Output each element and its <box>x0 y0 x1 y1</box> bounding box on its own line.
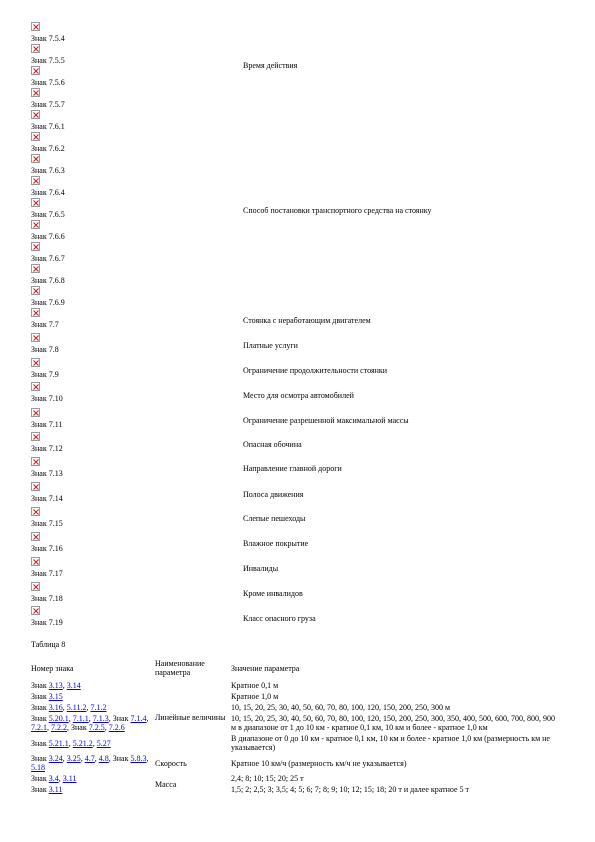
sign-label: Знак 7.8 <box>31 345 59 354</box>
sign-link[interactable]: 3.11 <box>62 774 77 783</box>
desc-time: Время действия <box>243 61 298 70</box>
sign-link[interactable]: 3.4 <box>48 774 59 783</box>
desc-blind: Слепые пешеходы <box>243 514 306 523</box>
broken-image-icon <box>31 22 40 31</box>
broken-image-icon <box>31 154 40 163</box>
sign-link[interactable]: 7.2.1 <box>31 723 47 732</box>
broken-image-icon <box>31 482 40 491</box>
sign-label: Знак 7.5.5 <box>31 56 65 65</box>
table-caption: Таблица 8 <box>31 640 66 649</box>
desc-inspection: Место для осмотра автомобилей <box>243 391 354 400</box>
cell-sign: Знак 5.20.1, 7.1.1, 7.1.3, Знак 7.1.4, 7.2.1, 7.2.2, Знак 7.2.5, 7.2.6 <box>31 714 149 732</box>
cell-sign: Знак 5.21.1, 5.21.2, 5.27 <box>31 738 111 748</box>
table-row <box>29 691 559 702</box>
header-parameter-value: Значение параметра <box>231 663 300 673</box>
sign-label: Знак 7.6.1 <box>31 122 65 131</box>
broken-image-icon <box>31 333 40 342</box>
sign-label: Знак 7.6.9 <box>31 298 65 307</box>
sign-label: Знак 7.11 <box>31 420 63 429</box>
desc-paid: Платные услуги <box>243 341 298 350</box>
cell-sign: Знак 3.11 <box>31 785 63 794</box>
desc-parking-method: Способ постановки транспортного средства на стоянку <box>243 206 432 215</box>
sign-link[interactable]: 7.1.2 <box>90 703 107 712</box>
sign-label: Знак 7.6.7 <box>31 254 65 263</box>
cell-value: 10, 15, 20, 25, 30, 40, 50, 60, 70, 80, 100, 120, 150, 200, 250, 300 м <box>231 703 451 712</box>
cell-group-speed: Скорость <box>155 758 187 768</box>
desc-except-disabled: Кроме инвалидов <box>243 589 303 598</box>
sign-link[interactable]: 5.8.3 <box>130 754 147 763</box>
sign-label: Знак 7.6.4 <box>31 188 65 197</box>
desc-shoulder: Опасная обочина <box>243 440 302 449</box>
cell-value: 10, 15, 20, 25, 30, 40, 50, 60, 70, 80, 100, 120, 150, 200, 250, 300, 350, 400, 500, 600, 700, 800, 900 м в диапазоне от 1 до 10 км - кратное 0,1 км, 10 км и более - кратное 1,0 км <box>231 714 555 732</box>
sign-link[interactable]: 7.1.1 <box>72 714 89 723</box>
sign-link[interactable]: 5.21.1 <box>48 738 69 748</box>
sign-label: Знак 7.5.4 <box>31 34 65 43</box>
sign-link[interactable]: 4.8 <box>98 754 109 763</box>
sign-link[interactable]: 3.16 <box>48 703 63 712</box>
cell-value: Кратное 0,1 м <box>231 681 279 690</box>
desc-main-road: Направление главной дороги <box>243 464 342 473</box>
cell-value: Кратное 10 км/ч (размерность км/ч не указывается) <box>231 758 407 768</box>
table-row <box>29 773 559 784</box>
sign-link[interactable]: 7.2.5 <box>88 723 105 732</box>
sign-label: Знак 7.6.2 <box>31 144 65 153</box>
sign-link[interactable]: 7.2.6 <box>108 723 125 732</box>
broken-image-icon <box>31 358 40 367</box>
sign-link[interactable]: 5.20.1 <box>48 714 69 723</box>
sign-label: Знак 7.5.6 <box>31 78 65 87</box>
cell-sign: Знак 3.4, 3.11 <box>31 774 77 783</box>
cell-value: 2,4; 8; 10; 15; 20; 25 т <box>231 774 304 783</box>
broken-image-icon <box>31 532 40 541</box>
broken-image-icon <box>31 582 40 591</box>
header-sign-number: Номер знака <box>31 663 74 673</box>
broken-image-icon <box>31 606 40 615</box>
broken-image-icon <box>31 88 40 97</box>
sign-label: Знак 7.9 <box>31 370 59 379</box>
broken-image-icon <box>31 382 40 391</box>
cell-sign: Знак 3.24, 3.25, 4.7, 4.8, Знак 5.8.3, 5.18 <box>31 754 149 772</box>
sign-label: Знак 7.5.7 <box>31 100 65 109</box>
desc-duration-limit: Ограничение продолжительности стоянки <box>243 366 388 375</box>
desc-lane: Полоса движения <box>243 490 304 499</box>
cell-group-linear: Линейные величины <box>155 713 226 722</box>
sign-label: Знак 7.10 <box>31 394 63 403</box>
sign-label: Знак 7.6.8 <box>31 276 65 285</box>
sign-link[interactable]: 3.25 <box>66 754 81 763</box>
cell-sign: Знак 3.15 <box>31 692 63 701</box>
sign-link[interactable]: 5.21.2 <box>72 738 93 748</box>
table-row <box>29 680 559 691</box>
broken-image-icon <box>31 132 40 141</box>
sign-link[interactable]: 4.7 <box>84 754 95 763</box>
cell-value: 1,5; 2; 2,5; 3; 3,5; 4; 5; 6; 7; 8; 9; 10; 12; 15; 18; 20 т и далее кратное 5 т <box>231 785 470 794</box>
sign-label: Знак 7.6.6 <box>31 232 65 241</box>
sign-link[interactable]: 7.1.3 <box>92 714 109 723</box>
broken-image-icon <box>31 198 40 207</box>
header-parameter-name: Наименование параметра <box>155 659 205 677</box>
sign-link[interactable]: 3.11 <box>48 785 63 794</box>
desc-wet: Влажное покрытие <box>243 539 309 548</box>
table-row <box>29 713 559 733</box>
sign-label: Знак 7.6.3 <box>31 166 65 175</box>
broken-image-icon <box>31 457 40 466</box>
broken-image-icon <box>31 432 40 441</box>
sign-label: Знак 7.16 <box>31 544 63 553</box>
sign-link[interactable]: 5.27 <box>96 738 111 748</box>
broken-image-icon <box>31 176 40 185</box>
desc-mass-limit: Ограничение разрешенной максимальной массы <box>243 416 409 425</box>
cell-value: Кратное 1,0 м <box>231 692 279 701</box>
sign-link[interactable]: 3.13 <box>48 681 63 690</box>
sign-link[interactable]: 3.15 <box>48 692 63 701</box>
broken-image-icon <box>31 557 40 566</box>
broken-image-icon <box>31 44 40 53</box>
desc-engine-off: Стоянка с неработающим двигателем <box>243 316 371 325</box>
broken-image-icon <box>31 110 40 119</box>
broken-image-icon <box>31 408 40 417</box>
sign-label: Знак 7.6.5 <box>31 210 65 219</box>
broken-image-icon <box>31 220 40 229</box>
desc-dangerous-goods: Класс опасного груза <box>243 614 316 623</box>
sign-link[interactable]: 7.1.4 <box>130 714 147 723</box>
table-row <box>29 753 559 773</box>
cell-sign: Знак 3.13, 3.14 <box>31 681 81 690</box>
table-header-row <box>29 656 559 680</box>
sign-link[interactable]: 7.2.2 <box>51 723 67 732</box>
sign-label: Знак 7.18 <box>31 594 63 603</box>
table-row <box>29 733 559 753</box>
broken-image-icon <box>31 66 40 75</box>
table-row <box>29 784 559 795</box>
sign-label: Знак 7.17 <box>31 569 63 578</box>
sign-label: Знак 7.14 <box>31 494 63 503</box>
broken-image-icon <box>31 264 40 273</box>
table-row <box>29 702 559 713</box>
sign-label: Знак 7.7 <box>31 320 59 329</box>
sign-label: Знак 7.13 <box>31 469 63 478</box>
broken-image-icon <box>31 242 40 251</box>
sign-label: Знак 7.12 <box>31 444 63 453</box>
cell-value: В диапазоне от 0 до 10 км - кратное 0,1 км, 10 км и более - кратное 1,0 км (размерность км не указывается) <box>231 734 550 752</box>
cell-group-mass: Масса <box>155 779 177 789</box>
sign-link[interactable]: 5.11.2 <box>66 703 87 712</box>
sign-link[interactable]: 3.24 <box>48 754 63 763</box>
sign-link[interactable]: 3.14 <box>66 681 81 690</box>
broken-image-icon <box>31 507 40 516</box>
broken-image-icon <box>31 308 40 317</box>
cell-sign: Знак 3.16, 5.11.2, 7.1.2 <box>31 703 107 712</box>
sign-link[interactable]: 5.18 <box>31 763 45 772</box>
desc-disabled: Инвалиды <box>243 564 279 573</box>
sign-label: Знак 7.15 <box>31 519 63 528</box>
broken-image-icon <box>31 286 40 295</box>
sign-label: Знак 7.19 <box>31 618 63 627</box>
parameters-table <box>29 656 559 795</box>
